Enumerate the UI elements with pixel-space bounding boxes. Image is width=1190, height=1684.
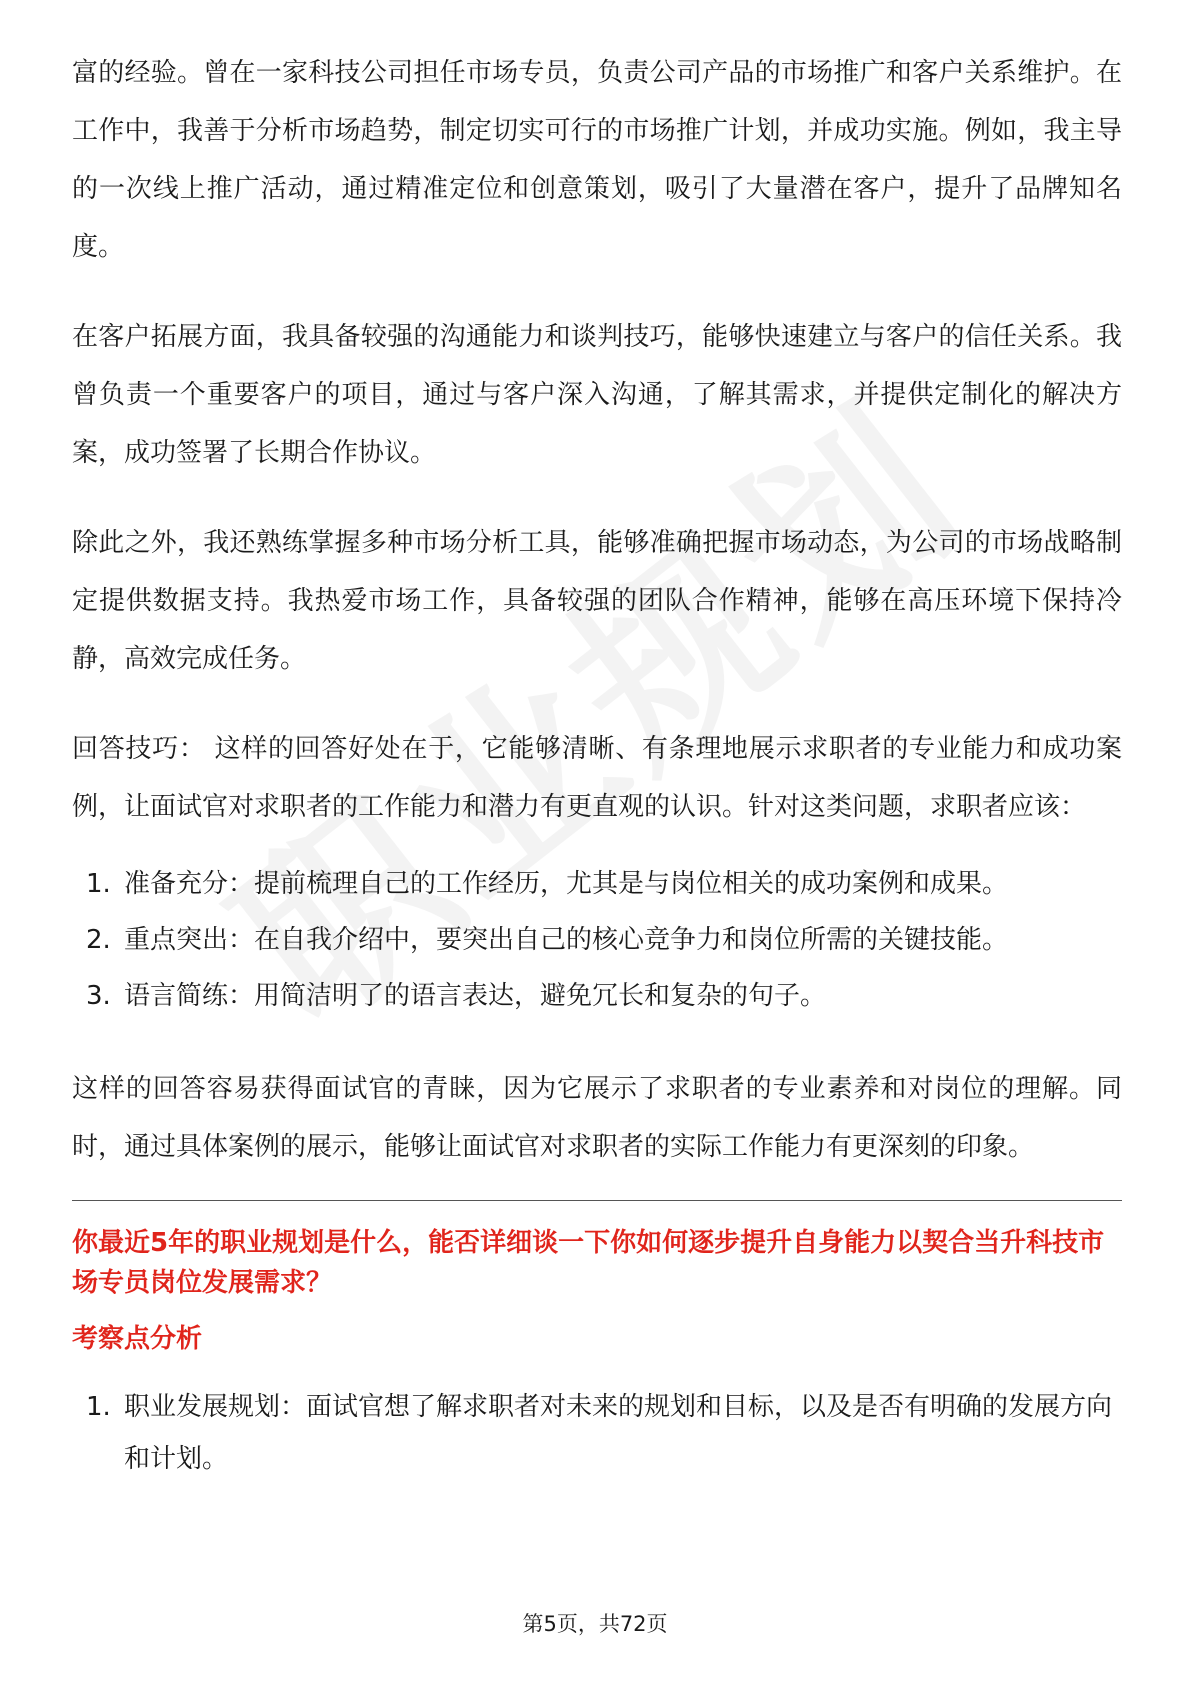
list-item: 1. 准备充分：提前梳理自己的工作经历，尤其是与岗位相关的成功案例和成果。 [86,869,1009,899]
analysis-list [72,1381,1122,1485]
list-item: 1. 职业发展规划：面试官想了解求职者对未来的规划和目标，以及是否有明确的发展方向和计划。 [86,1392,1113,1474]
paragraph-client-expansion: 在客户拓展方面，我具备较强的沟通能力和谈判技巧，能够快速建立与客户的信任关系。我曾负责一个重要客户的项目，通过与客户深入沟通，了解其需求，并提供定制化的解决方案，成功签署了长期合作协议。 [72,322,1122,468]
analysis-heading: 考察点分析 [72,1324,203,1354]
paragraph-skills: 除此之外，我还熟练掌握多种市场分析工具，能够准确把握市场动态，为公司的市场战略制定提供数据支持。我热爱市场工作，具备较强的团队合作精神，能够在高压环境下保持冷静，高效完成任务。 [72,528,1122,674]
paragraph-answer-tips: 回答技巧： 这样的回答好处在于，它能够清晰、有条理地展示求职者的专业能力和成功案例，让面试官对求职者的工作能力和潜力有更直观的认识。针对这类问题，求职者应该： [72,734,1122,822]
paragraph-experience: 富的经验。曾在一家科技公司担任市场专员，负责公司产品的市场推广和客户关系维护。在工作中，我善于分析市场趋势，制定切实可行的市场推广计划，并成功实施。例如，我主导的一次线上推广活动，通过精准定位和创意策划，吸引了大量潜在客户，提升了品牌知名度。 [72,58,1122,262]
page-footer: 第5页，共72页 [522,1612,668,1636]
list-item: 3. 语言简练：用简洁明了的语言表达，避免冗长和复杂的句子。 [86,981,827,1011]
document-body [72,44,1122,1485]
interview-question: 你最近5年的职业规划是什么，能否详细谈一下你如何逐步提升自身能力以契合当升科技市场专员岗位发展需求？ [72,1228,1105,1298]
tips-list [72,856,1122,1024]
list-item: 2. 重点突出：在自我介绍中，要突出自己的核心竞争力和岗位所需的关键技能。 [86,925,1009,955]
section-divider [72,1200,1122,1201]
paragraph-closing: 这样的回答容易获得面试官的青睐，因为它展示了求职者的专业素养和对岗位的理解。同时，通过具体案例的展示，能够让面试官对求职者的实际工作能力有更深刻的印象。 [72,1074,1122,1162]
